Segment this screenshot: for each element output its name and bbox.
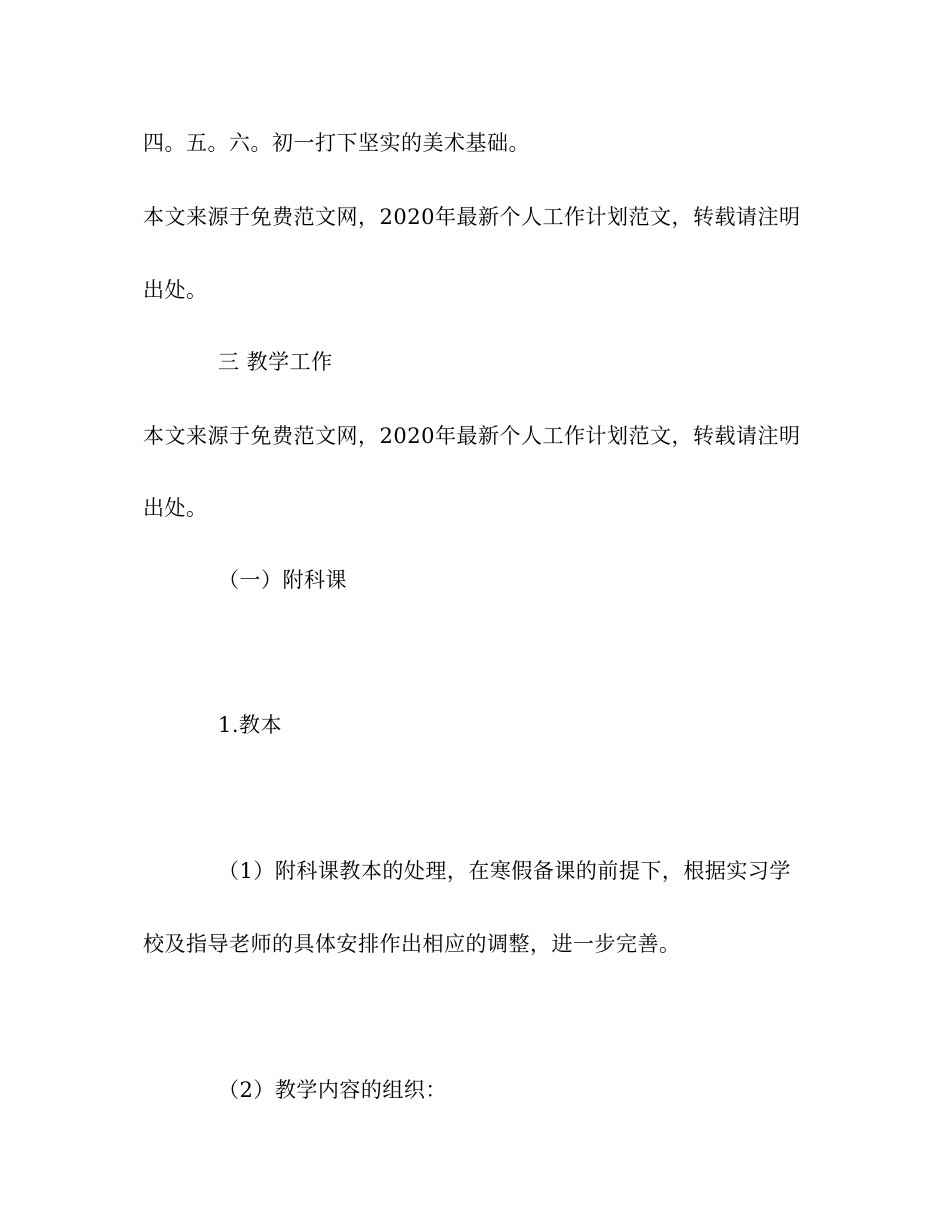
subsection-heading: （一）附科课	[218, 568, 347, 592]
section-heading: 三 教学工作	[218, 350, 333, 374]
paragraph-line: 四。五。六。初一打下坚实的美术基础。	[143, 131, 530, 155]
source-notice-line-continued: 出处。	[143, 278, 208, 302]
source-notice-line: 本文来源于免费范文网，2020年最新个人工作计划范文，转载请注明	[143, 205, 801, 229]
item-heading: 1.教本	[218, 713, 283, 737]
paragraph-line: （2）教学内容的组织：	[218, 1078, 447, 1102]
source-notice-line: 本文来源于免费范文网，2020年最新个人工作计划范文，转载请注明	[143, 424, 801, 448]
paragraph-line-continued: 校及指导老师的具体安排作出相应的调整，进一步完善。	[143, 932, 681, 956]
source-notice-line-continued: 出处。	[143, 496, 208, 520]
paragraph-line: （1）附科课教本的处理，在寒假备课的前提下，根据实习学	[218, 859, 791, 883]
